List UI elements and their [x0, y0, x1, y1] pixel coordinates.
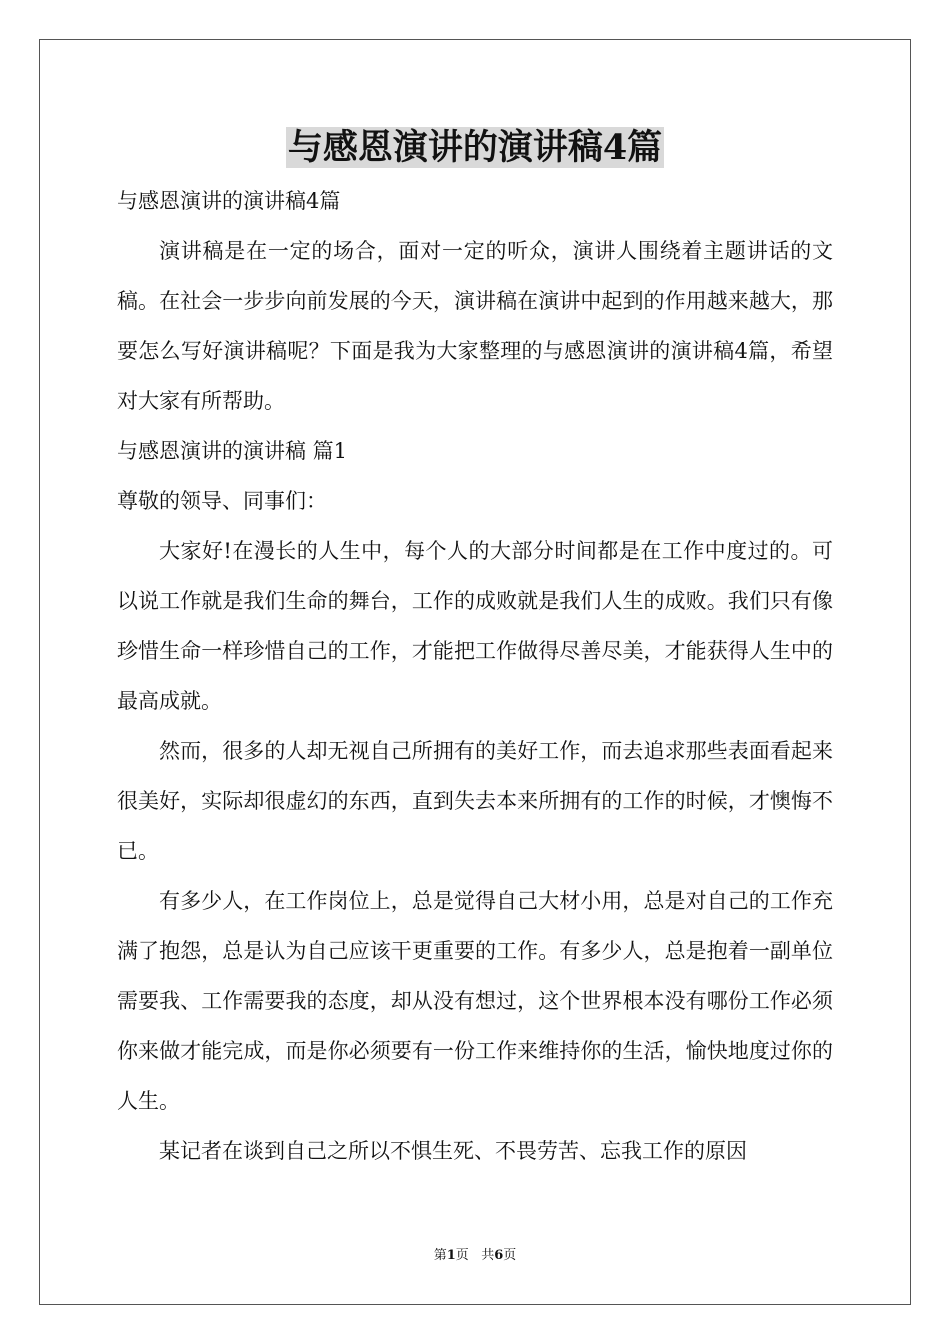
body-paragraph-1: 大家好!在漫长的人生中，每个人的大部分时间都是在工作中度过的。可以说工作就是我们生命的舞台，工作的成败就是我们人生的成败。我们只有像珍惜生命一样珍惜自己的工作，才能把工作做得尽善尽美，才能获得人生中的最高成就。	[117, 539, 833, 713]
salutation: 尊敬的领导、同事们：	[117, 489, 327, 513]
total-pages: 6	[494, 1248, 504, 1263]
section-heading: 与感恩演讲的演讲稿 篇1	[117, 439, 348, 463]
document-body	[117, 176, 833, 1176]
page-footer	[0, 1247, 950, 1265]
total-prefix: 共	[481, 1248, 495, 1263]
document-subtitle: 与感恩演讲的演讲稿4篇	[117, 189, 341, 213]
page-number: 1	[446, 1248, 456, 1263]
page-suffix: 页	[455, 1248, 469, 1263]
page-prefix: 第	[433, 1248, 447, 1263]
document-title-text: 与感恩演讲的演讲稿4篇	[287, 127, 663, 168]
intro-paragraph: 演讲稿是在一定的场合，面对一定的听众，演讲人围绕着主题讲话的文稿。在社会一步步向前发展的今天，演讲稿在演讲中起到的作用越来越大，那要怎么写好演讲稿呢？下面是我为大家整理的与感恩演讲的演讲稿4篇，希望对大家有所帮助。	[117, 239, 833, 413]
total-suffix: 页	[503, 1248, 517, 1263]
body-paragraph-4: 某记者在谈到自己之所以不惧生死、不畏劳苦、忘我工作的原因	[159, 1139, 747, 1163]
body-paragraph-3: 有多少人，在工作岗位上，总是觉得自己大材小用，总是对自己的工作充满了抱怨，总是认为自己应该干更重要的工作。有多少人，总是抱着一副单位需要我、工作需要我的态度，却从没有想过，这个世界根本没有哪份工作必须你来做才能完成，而是你必须要有一份工作来维持你的生活，愉快地度过你的人生。	[117, 889, 833, 1113]
body-paragraph-2: 然而，很多的人却无视自己所拥有的美好工作，而去追求那些表面看起来很美好，实际却很虚幻的东西，直到失去本来所拥有的工作的时候，才懊悔不已。	[117, 739, 833, 863]
document-title	[0, 124, 950, 172]
